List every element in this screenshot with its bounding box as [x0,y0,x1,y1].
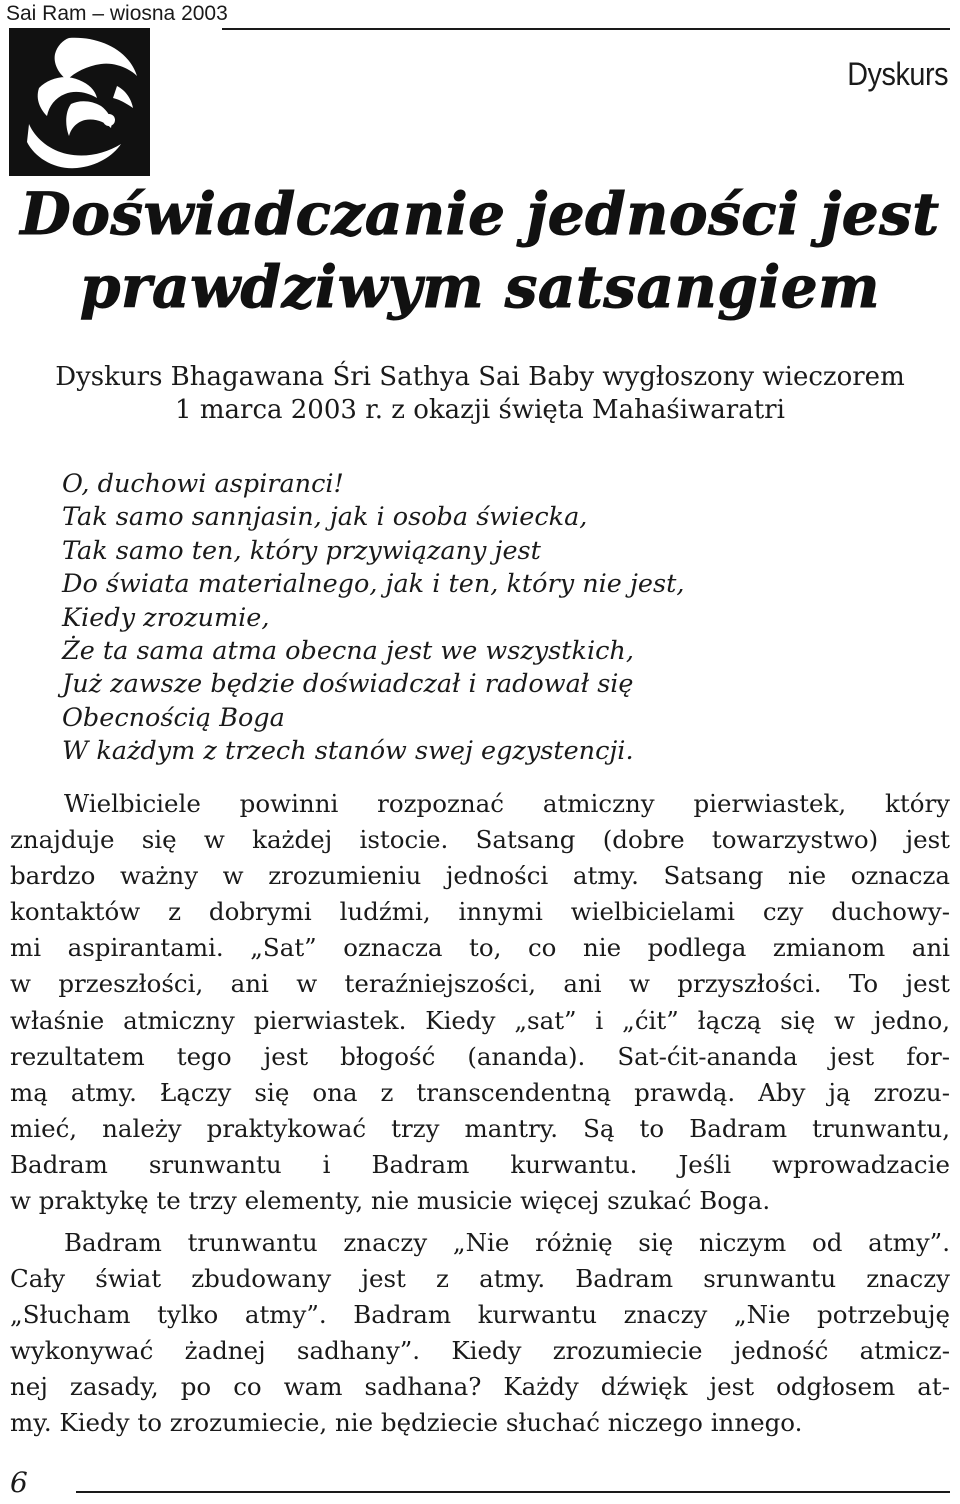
article-title-line-2: prawdziwym satsangiem [79,253,881,321]
paragraph-line: Badram trunwantu znaczy „Nie różnię się niczym od atmy”. [64,1228,950,1257]
paragraph-line: właśnie atmiczny pierwiastek. Kiedy „sat” i „ćit” łączą się w jedno, [10,1005,950,1035]
paragraph-line: rezultatem tego jest błogość (ananda). Sat-ćit-ananda jest for- [10,1041,950,1071]
verse-line: Tak samo sannjasin, jak i osoba świecka, [62,502,588,533]
paragraph-line: znajduje się w każdej istocie. Satsang (dobre towarzystwo) jest [10,825,950,855]
paragraph-line: bardzo ważny w zrozumieniu jedności atmy. Satsang nie oznacza [10,861,950,891]
paragraph-line: nej zasady, po co wam sadhana? Każdy dźwięk jest odgłosem at- [10,1372,950,1402]
verse-line: Już zawsze będzie doświadczał i radował się [62,669,634,700]
paragraph-2 [10,1225,950,1442]
verse-line: Że ta sama atma obecna jest we wszystkich, [62,636,634,667]
paragraph-line: w praktykę te trzy elementy, nie musicie więcej szukać Boga. [10,1186,771,1216]
paragraph-1 [10,786,950,1219]
page-number: 6 [10,1466,28,1499]
paragraph-line: my. Kiedy to zrozumiecie, nie będziecie słuchać niczego innego. [10,1408,803,1438]
header-rule [222,28,950,30]
sai-baba-silhouette-logo [9,28,150,176]
section-label: Dyskurs [847,56,948,92]
paragraph-line: Wielbiciele powinni rozpoznać atmiczny pierwiastek, który [64,789,950,818]
verse-line: O, duchowi aspiranci! [62,469,344,499]
subtitle-line: Dyskurs Bhagawana Śri Sathya Sai Baby wygłoszony wieczorem [55,362,905,392]
paragraph-line: mą atmy. Łączy się ona z transcendentną prawdą. Aby ją zrozu- [10,1077,950,1107]
paragraph-line: „Słucham tylko atmy”. Badram kurwantu znaczy „Nie potrzebuję [10,1300,950,1330]
subtitle-line: 1 marca 2003 r. z okazji święta Mahaśiwaratri [175,395,785,425]
article-subtitle [0,361,960,427]
verse-line: W każdym z trzech stanów swej egzystencji. [62,736,634,767]
paragraph-line: wykonywać żadnej sadhany”. Kiedy zrozumiecie jedność atmicz- [10,1336,950,1366]
paragraph-line: kontaktów z dobrymi ludźmi, innymi wielbicielami czy duchowy- [10,897,950,927]
verse-block [62,468,684,769]
paragraph-line: mieć, należy praktykować trzy mantry. Są to Badram trunwantu, [10,1113,950,1143]
paragraph-line: mi aspirantami. „Sat” oznacza to, co nie podlega zmianom ani [10,933,950,963]
footer-rule [76,1491,950,1493]
verse-line: Tak samo ten, który przywiązany jest [62,535,541,566]
verse-line: Do świata materialnego, jak i ten, który nie jest, [62,569,685,600]
verse-line: Obecnością Boga [62,702,285,733]
paragraph-line: Badram srunwantu i Badram kurwantu. Jeśli wprowadzacie [10,1149,950,1179]
article-title-line-1: Doświadczanie jedności jest [20,180,940,248]
running-head: Sai Ram – wiosna 2003 [6,2,228,25]
paragraph-line: Cały świat zbudowany jest z atmy. Badram srunwantu znaczy [10,1264,950,1294]
paragraph-line: w przeszłości, ani w teraźniejszości, ani w przyszłości. To jest [10,969,950,999]
verse-line: Kiedy zrozumie, [62,602,270,633]
